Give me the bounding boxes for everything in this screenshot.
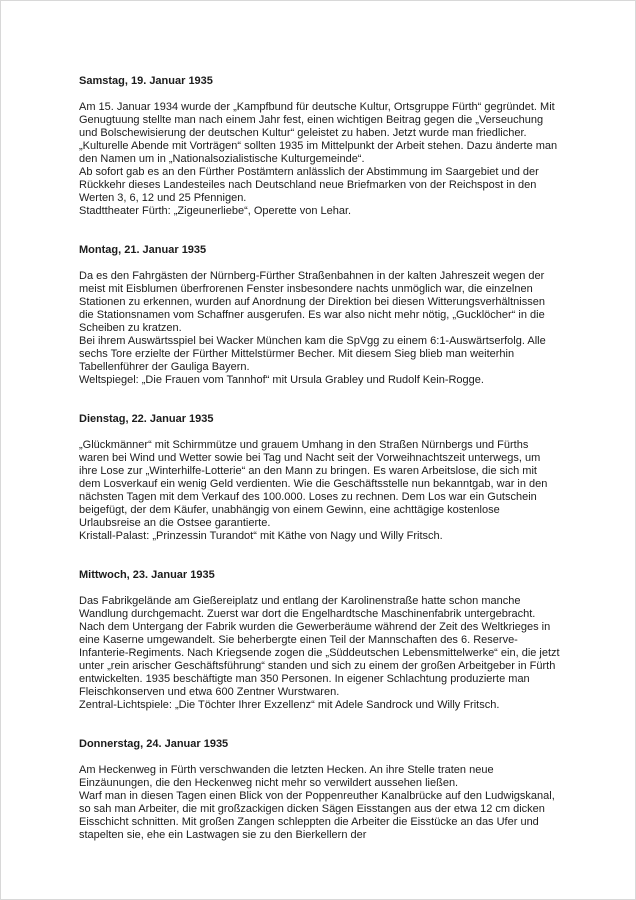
body-paragraph: Stadttheater Fürth: „Zigeunerliebe“, Operette von Lehar. — [79, 205, 352, 217]
body-paragraph: Kristall-Palast: „Prinzessin Turandot“ mit Käthe von Nagy und Willy Fritsch. — [79, 530, 443, 542]
day-section-mittwoch — [79, 569, 561, 712]
body-paragraph: Am Heckenweg in Fürth verschwanden die letzten Hecken. An ihre Stelle traten neue Einzäunungen, die den Heckenweg nicht mehr so verwildert aussehen ließen. — [79, 764, 494, 789]
day-heading: Mittwoch, 23. Januar 1935 — [79, 569, 215, 581]
day-heading: Samstag, 19. Januar 1935 — [79, 75, 213, 87]
body-paragraph: Das Fabrikgelände am Gießereiplatz und entlang der Karolinenstraße hatte schon manche Wandlung durchgemacht. Zuerst war dort die Engelhardtsche Maschinenfabrik untergebracht. Nach dem Untergang der Fabrik wurden die Gewerberäume während der Zeit des Weltkrieges in eine Kaserne umgewandelt. Sie beherbergte einen Teil der Mannschaften des 6. Reserve-Infanterie-Regiments. Nach Kriegsende zogen die „Süddeutschen Lebensmittelwerke“ ein, die jetzt unter „rein arischer Geschäftsführung“ standen und sich zu einem der großen Arbeitgeber in Fürth entwickelten. 1935 beschäftigte man 350 Personen. In eigener Schlachtung produzierte man Fleischkonserven und etwa 600 Zentner Wurstwaren. — [79, 595, 560, 698]
body-paragraph: Ab sofort gab es an den Fürther Postämtern anlässlich der Abstimmung im Saargebiet und der Rückkehr dieses Landesteiles nach Deutschland neue Briefmarken von der Reichspost in den Werten 3, 6, 12 und 25 Pfennigen. — [79, 166, 539, 204]
body-paragraph: Warf man in diesen Tagen einen Blick von der Poppenreuther Kanalbrücke auf den Ludwigskanal, so sah man Arbeiter, die mit großzackigen dicken Sägen Eisstangen aus der etwa 12 cm dicken Eisschicht schnitten. Mit großen Zangen schleppten die Arbeiter die Eisstücke an das Ufer und stapelten sie, ehe ein Lastwagen sie zu den Bierkellern der — [79, 790, 555, 841]
day-heading: Donnerstag, 24. Januar 1935 — [79, 738, 229, 750]
body-paragraph: Da es den Fahrgästen der Nürnberg-Fürther Straßenbahnen in der kalten Jahreszeit wegen der meist mit Eisblumen überfrorenen Fenster insbesondere nachts unmöglich war, die einzelnen Stationen zu erkennen, wurden auf Anordnung der Direktion bei diesen Witterungsverhältnissen die Stationsnamen vom Schaffner ausgerufen. Es war also nicht mehr nötig, „Gucklöcher“ in die Scheiben zu kratzen. — [79, 270, 545, 334]
body-paragraph: „Glückmänner“ mit Schirmmütze und grauem Umhang in den Straßen Nürnbergs und Fürths waren bei Wind und Wetter sowie bei Tag und Nacht seit der Vorweihnachtszeit unterwegs, um ihre Lose zur „Winterhilfe-Lotterie“ an den Mann zu bringen. Es waren Arbeitslose, die sich mit dem Losverkauf ein wenig Geld verdienten. Wie die Geschäftsstelle nun bekanntgab, war in den nächsten Tagen mit dem Verkauf des 100.000. Loses zu rechnen. Dem Los war ein Gutschein beigefügt, der dem Käufer, unabhängig von einem Gewinn, eine achttägige kostenlose Urlaubsreise an die Ostsee garantierte. — [79, 439, 548, 529]
body-paragraph: Zentral-Lichtspiele: „Die Töchter Ihrer Exzellenz“ mit Adele Sandrock und Willy Fritsch. — [79, 699, 500, 711]
day-section-montag — [79, 244, 561, 387]
day-heading: Dienstag, 22. Januar 1935 — [79, 413, 214, 425]
day-section-donnerstag — [79, 738, 561, 842]
day-heading: Montag, 21. Januar 1935 — [79, 244, 207, 256]
day-section-dienstag — [79, 413, 561, 543]
body-paragraph: Bei ihrem Auswärtsspiel bei Wacker München kam die SpVgg zu einem 6:1-Auswärtserfolg. Alle sechs Tore erzielte der Fürther Mittelstürmer Becher. Mit diesem Sieg blieb man weiterhin Tabellenführer der Gauliga Bayern. — [79, 335, 546, 373]
body-paragraph: Weltspiegel: „Die Frauen vom Tannhof“ mit Ursula Grabley und Rudolf Kein-Rogge. — [79, 374, 484, 386]
body-paragraph: Am 15. Januar 1934 wurde der „Kampfbund für deutsche Kultur, Ortsgruppe Fürth“ gegründet. Mit Genugtuung stellte man nach einem Jahr fest, einen wichtigen Beitrag gegen die „Verseuchung und Bolschewisierung der deutschen Kultur“ geleistet zu haben. Jetzt wurde man friedlicher. „Kulturelle Abende mit Vorträgen“ sollten 1935 im Mittelpunkt der Arbeit stehen. Dazu änderte man den Namen um in „Nationalsozialistische Kulturgemeinde“. — [79, 101, 558, 165]
day-section-samstag — [79, 75, 561, 218]
